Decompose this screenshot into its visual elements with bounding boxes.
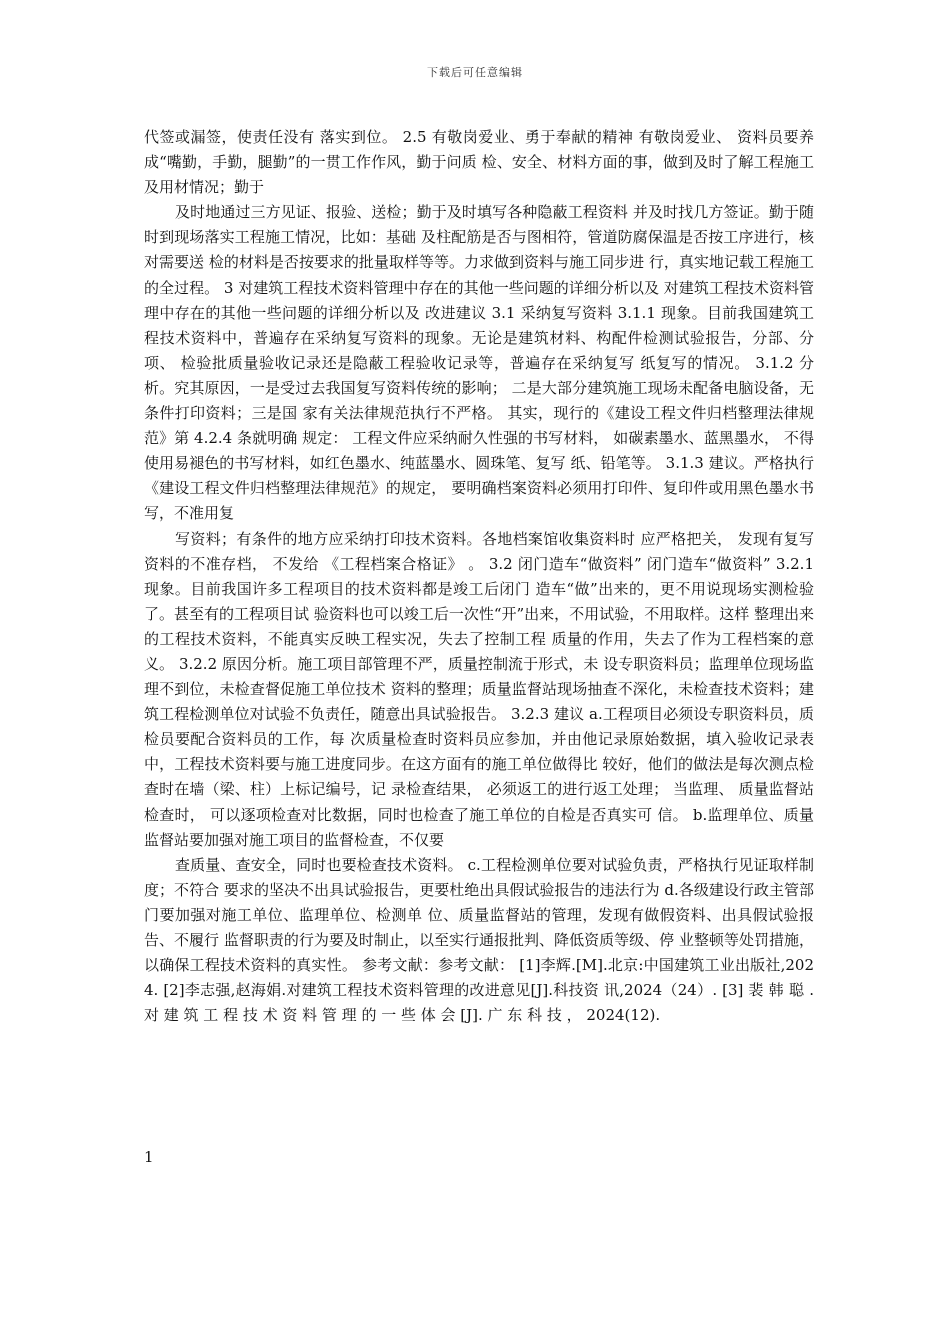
paragraph-1: 代签或漏签，使责任没有 落实到位。 2.5 有敬岗爱业、勇于奉献的精神 有敬岗爱业、 资料员要养成“嘴勤，手勤，腿勤”的一贯工作作风，勤于问质 检、安全、材料方面的事，做到及时了解工程施工及用材情况；勤于 <box>144 128 814 197</box>
paragraph-3: 写资料；有条件的地方应采纳打印技术资料。各地档案馆收集资料时 应严格把关， 发现有复写资料的不准存档， 不发给 《工程档案合格证》 。 3.2 闭门造车“做资料” 闭门造车“做资料” 3.2.1 现象。目前我国许多工程项目的技术资料都是竣工后闭门 造车“做”出来的，更不用说现场实测检验了。甚至有的工程项目试 验资料也可以竣工后一次性“开”出来，不用试验，不用取样。这样 整理出来的工程技术资料，不能真实反映工程实况，失去了控制工程 质量的作用，失去了作为工程档案的意义。 3.2.2 原因分析。施工项目部管理不严，质量控制流于形式，未 设专职资料员；监理单位现场监理不到位，未检查督促施工单位技术 资料的整理；质量监督站现场抽查不深化，未检查技术资料；建筑工程检测单位对试验不负责任，随意出具试验报告。 3.2.3 建议 a.工程项目必须设专职资料员，质检员要配合资料员的工作，每 次质量检查时资料员应参加，并由他记录原始数据，填入验收记录表 中，工程技术资料要与施工进度同步。在这方面有的施工单位做得比 较好，他们的做法是每次测点检查时在墙（梁、柱）上标记编号，记 录检查结果， 必须返工的进行返工处理； 当监理、 质量监督站检查时， 可以逐项检查对比数据，同时也检查了施工单位的自检是否真实可 信。 b.监理单位、质量监督站要加强对施工项目的监督检查，不仅要 <box>144 529 814 849</box>
paragraph-2: 及时地通过三方见证、报验、送检；勤于及时填写各种隐蔽工程资料 并及时找几方签证。勤于随时到现场落实工程施工情况，比如：基础 及柱配筋是否与图相符，管道防腐保温是否按工序进行，核对需要送 检的材料是否按要求的批量取样等等。力求做到资料与施工同步进 行，真实地记载工程施工的全过程。 3 对建筑工程技术资料管理中存在的其他一些问题的详细分析以及 对建筑工程技术资料管理中存在的其他一些问题的详细分析以及 改进建议 3.1 采纳复写资料 3.1.1 现象。目前我国建筑工程技术资料中，普遍存在采纳复写资料的现象。无论是建筑材料、构配件检测试验报告，分部、分项、 检验批质量验收记录还是隐蔽工程验收记录等，普遍存在采纳复写 纸复写的情况。 3.1.2 分析。究其原因，一是受过去我国复写资料传统的影响； 二是大部分建筑施工现场未配备电脑设备，无条件打印资料；三是国 家有关法律规范执行不严格。 其实，现行的《建设工程文件归档整理法律规范》第 4.2.4 条就明确 规定： 工程文件应采纳耐久性强的书写材料， 如碳素墨水、蓝黑墨水， 不得使用易褪色的书写材料，如红色墨水、纯蓝墨水、圆珠笔、复写 纸、铅笔等。 3.1.3 建议。严格执行《建设工程文件归档整理法律规范》的规定， 要明确档案资料必须用打印件、复印件或用黑色墨水书写，不准用复 <box>144 203 814 523</box>
page-number: 1 <box>144 1148 154 1166</box>
document-body <box>144 125 814 1028</box>
paragraph-4: 查质量、查安全，同时也要检查技术资料。 c.工程检测单位要对试验负责，严格执行见证取样制度；不符合 要求的坚决不出具试验报告，更要杜绝出具假试验报告的违法行为 d.各级建设行政主管部门要加强对施工单位、监理单位、检测单 位、质量监督站的管理，发现有做假资料、出具假试验报告、不履行 监督职责的行为要及时制止，以至实行通报批判、降低资质等级、停 业整顿等处罚措施，以确保工程技术资料的真实性。 参考文献：参考文献： [1]李辉.[M].北京:中国建筑工业出版社,2024. [2]李志强,赵海娟.对建筑工程技术资料管理的改进意见[J].科技资 讯,2024（24）. [3] 裴 韩 聪 . 对 建 筑 工 程 技 术 资 料 管 理 的 一 些 体 会 [J]. 广 东 科 技 ， 2024(12). <box>144 855 814 1025</box>
page-header-note: 下载后可任意编辑 <box>427 66 523 79</box>
